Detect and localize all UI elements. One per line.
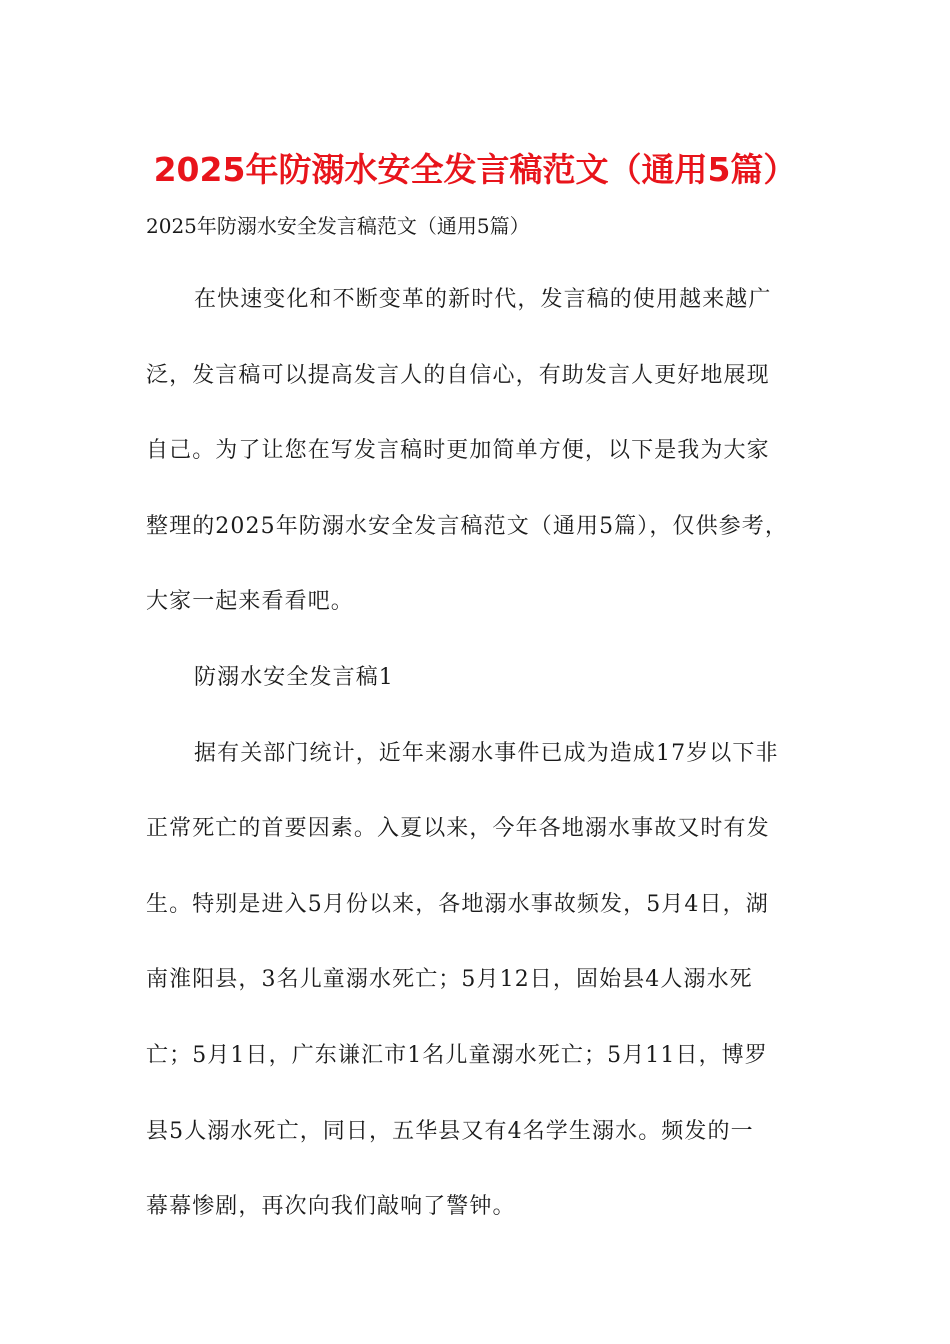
- paragraph-line: 自己。为了让您在写发言稿时更加简单方便，以下是我为大家: [146, 438, 770, 464]
- document-title: 2025年防溺水安全发言稿范文（通用5篇）: [153, 150, 797, 189]
- paragraph-line: 泛，发言稿可以提高发言人的自信心，有助发言人更好地展现: [146, 362, 770, 388]
- document-body: [146, 282, 818, 1265]
- paragraph-line: 县5人溺水死亡，同日，五华县又有4名学生溺水。频发的一: [146, 1118, 754, 1144]
- paragraph-line: 正常死亡的首要因素。入夏以来，今年各地溺水事故又时有发: [146, 816, 770, 842]
- paragraph-line: 在快速变化和不断变革的新时代，发言稿的使用越来越广: [194, 287, 772, 312]
- paragraph-line: 亡；5月1日，广东谦汇市1名儿童溺水死亡；5月11日，博罗: [146, 1042, 768, 1068]
- paragraph-line: 南淮阳县，3名儿童溺水死亡；5月12日，固始县4人溺水死: [146, 967, 753, 993]
- paragraph-line: 幕幕惨剧，再次向我们敲响了警钟。: [146, 1194, 516, 1220]
- document-subtitle: 2025年防溺水安全发言稿范文（通用5篇）: [146, 214, 530, 238]
- section-heading: 防溺水安全发言稿1: [194, 664, 394, 690]
- paragraph-line: 生。特别是进入5月份以来，各地溺水事故频发，5月4日，湖: [146, 891, 769, 917]
- paragraph-line: 据有关部门统计，近年来溺水事件已成为造成17岁以下非: [194, 740, 779, 766]
- paragraph-line: 大家一起来看看吧。: [146, 589, 354, 615]
- paragraph-line: 整理的2025年防溺水安全发言稿范文（通用5篇），仅供参考，: [146, 513, 788, 539]
